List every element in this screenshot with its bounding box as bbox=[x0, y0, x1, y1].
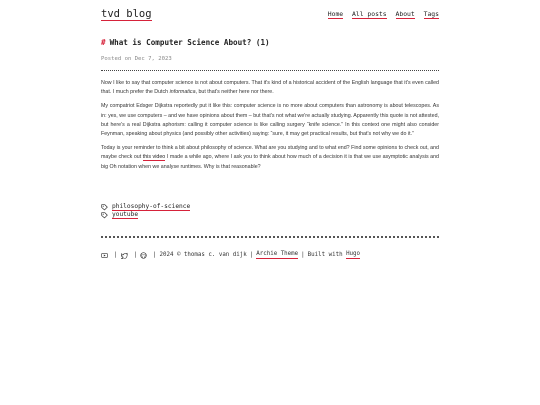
twitter-icon[interactable] bbox=[121, 252, 128, 259]
nav-all-posts[interactable]: All posts bbox=[352, 10, 387, 18]
heading-hash: # bbox=[101, 38, 106, 47]
site-header bbox=[101, 8, 439, 24]
nav-about[interactable]: About bbox=[395, 10, 415, 18]
paragraph-2: My compatriot Edsger Dijkstra reportedly put it like this: computer science is no more about computers than astronomy is about telescopes. As in: yes, we use computers – and we have opinions about them – but that's not what we're actually studying. Apparently this quote is not attested, but here's a real Dijkstra aphorism: calling it computer science is like calling surgery “knife science.” In this context one might also consider Feynman, speaking about physics (and possibly other activities) saying: “sure, it may get practical results, but that's not why we do it.” bbox=[101, 103, 439, 138]
tag-item bbox=[101, 203, 190, 211]
footer-separator: | bbox=[153, 252, 157, 258]
main-nav bbox=[323, 10, 439, 18]
this-video-link[interactable]: this video bbox=[142, 154, 166, 161]
emphasis: informatica bbox=[169, 89, 196, 96]
footer-separator: | bbox=[301, 252, 305, 258]
copyright: 2024 © thomas c. van dijk bbox=[159, 252, 247, 258]
tag-philosophy-of-science[interactable]: philosophy-of-science bbox=[112, 203, 191, 210]
footer-separator: | bbox=[249, 252, 254, 258]
tag-youtube[interactable]: youtube bbox=[112, 211, 139, 218]
built-with-text: Built with bbox=[307, 252, 343, 258]
footer-separator: | bbox=[114, 252, 118, 258]
tag-icon bbox=[101, 204, 108, 211]
post-title bbox=[101, 38, 270, 48]
site-title[interactable]: tvd blog bbox=[101, 8, 152, 20]
site-footer bbox=[101, 251, 360, 259]
youtube-icon[interactable] bbox=[101, 252, 108, 259]
hugo-link[interactable]: Hugo bbox=[346, 251, 361, 257]
footer-divider bbox=[101, 236, 439, 238]
archie-theme-link[interactable]: Archie Theme bbox=[256, 251, 299, 257]
post-title-text: What is Computer Science About? (1) bbox=[109, 38, 270, 47]
nav-home[interactable]: Home bbox=[327, 10, 344, 18]
paragraph-3: Today is your reminder to think a bit about philosophy of science. What are you studying and to what end? Find some opinions to check out, and maybe check out this video I made a while ago, where I ask you to think about how much of a decision it is that we use asymptotic analysis and big Oh notation when we analyse runtimes. Why is that reasonable? bbox=[101, 145, 439, 170]
footer-separator: | bbox=[133, 252, 137, 258]
divider bbox=[101, 70, 439, 71]
post-body bbox=[101, 79, 439, 177]
nav-tags[interactable]: Tags bbox=[423, 10, 439, 18]
post-meta: Posted on Dec 7, 2023 bbox=[101, 56, 172, 62]
tag-item bbox=[101, 211, 190, 219]
tag-list bbox=[101, 203, 190, 219]
tag-icon bbox=[101, 212, 108, 219]
github-icon[interactable] bbox=[140, 252, 147, 259]
paragraph-1: Now I like to say that computer science is not about computers. That it's kind of a historical accident of the English language that it's even called that. I much prefer the Dutch informatica, but that's neither here nor there. bbox=[101, 80, 439, 96]
